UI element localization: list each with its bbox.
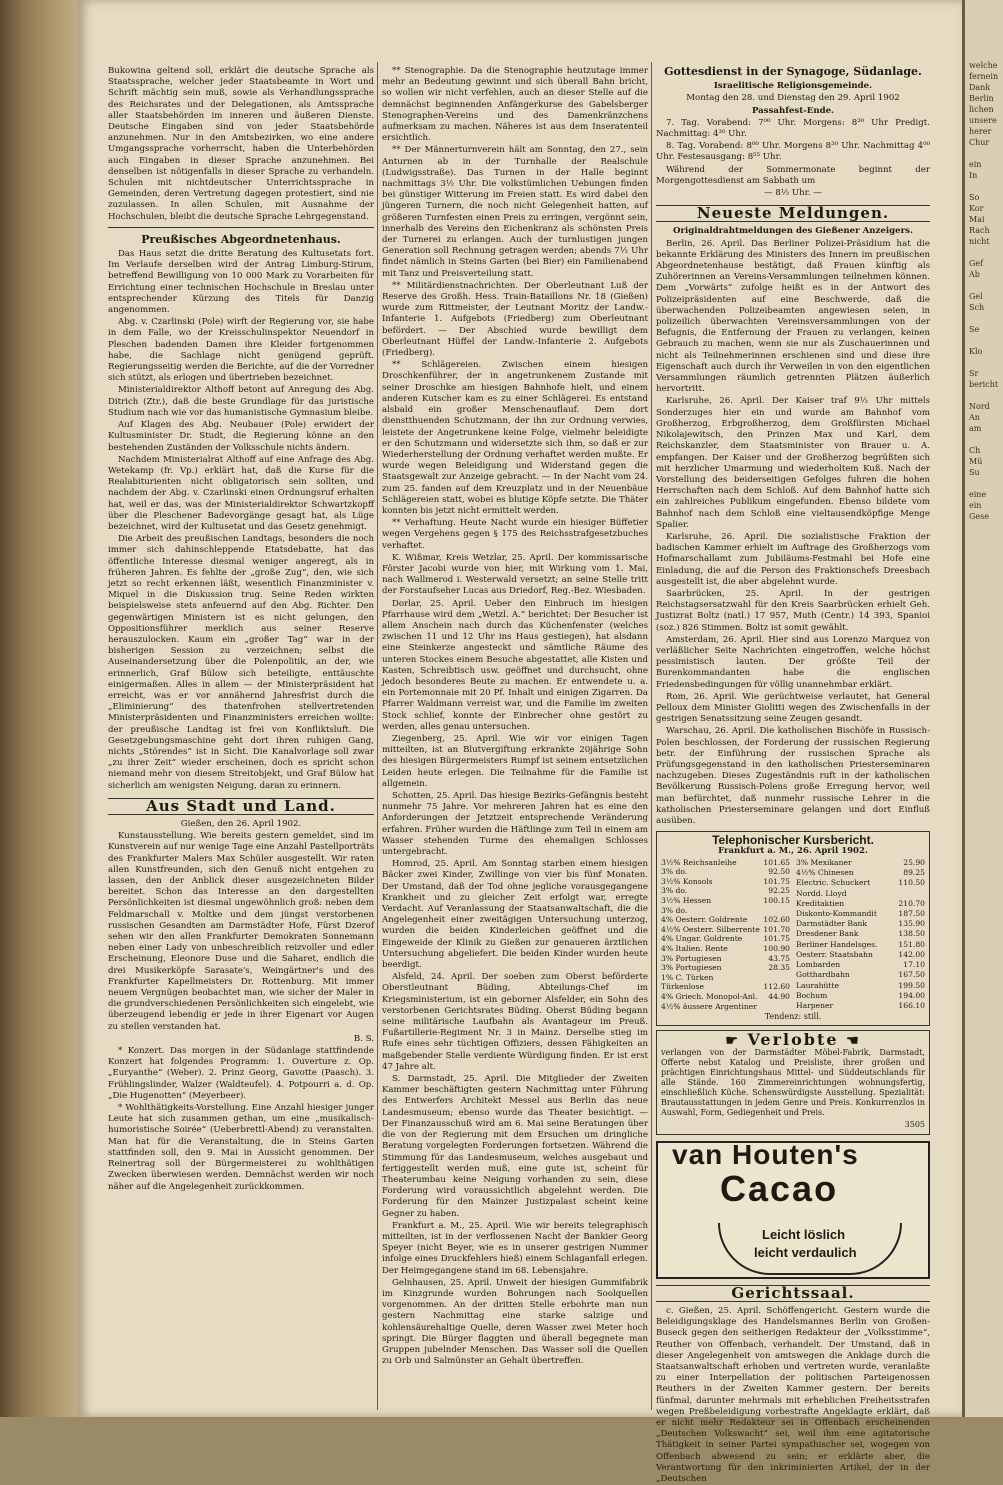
paragraph: Nachdem Ministerialrat Althoff auf eine Anfrage des Abg. Wetekamp (fr. Vp.) erklärt hat, daß die Kurse für die Realabiturienten nicht obligatorisch sein sollten, und nachdem der Abg. v. Czarlinski einen Ordnungsruf erhalten hat, weil er das, was der Ministerialdirektor Schwartzkopff über die Pleschener Badevorgänge gesagt hat, als Lüge bezeichnet, wird der Kultusetat und das Gesetz genehmigt.	[108, 454, 374, 532]
stock-name: 4½% Chinesen	[796, 868, 854, 878]
synagogue-line: Passahfest-Ende.	[751, 105, 835, 116]
paragraph: Schotten, 25. April. Das hiesige Bezirks-Gefängnis besteht nunmehr 75 Jahre. Vor mehreren Jahren hat es eine den Anforderungen der Jetztzeit entsprechende Veränderung erfahren. Früher wurden die Häftlinge zum Teil in einem am Wasser stehenden Turme des ehemaligen Schlosses untergebracht.	[382, 791, 648, 858]
adjacent-page-fragment: bericht	[969, 380, 999, 389]
adjacent-page-fragment: Sr	[969, 369, 979, 378]
adjacent-page-fragment: ein	[969, 501, 982, 510]
paragraph: Berlin, 26. April. Das Berliner Polizei-Präsidium hat die bekannte Erklärung des Ministers des Innern im preußischen Abgeordnetenhause bestätigt, daß Frauen künftig als Zuhörerinnen an Vereins-Versammlungen teilnehmen können. Dem „Vorwärts“ zufolge heißt es in der Antwort des Polizeipräsidenten auf eine Beschwerde, daß die überwachenden Polizeibeamten angewiesen seien, in polizeilich überwachten Vereinsversammlungen von der Befugnis, die Entfernung der Frauen zu verlangen, keinen Gebrauch zu machen, wenn sie nur als Zuschauerinnen und nicht als Teilnehmerinnen erschienen sind und diese ihre Eigenschaft auch durch ihr Verweilen in von den eigentlichen Versammlungen räumlich getrennten Plätzen äußerlich hervortritt.	[656, 238, 930, 395]
stock-name: Harpener	[796, 1001, 834, 1011]
paragraph: ** Der Männerturnverein hält am Sonntag, den 27., sein Anturnen ab in der Turnhalle der Realschule (Ludwigsstraße). Das Turnen in der Halle beginnt nachmittags 3½ Uhr. Die volkstümlichen Uebungen finden bei günstiger Witterung im Freien statt. Es wird dabei den jüngeren Turnern, die noch nicht Gelegenheit hatten, auf größeren Turnfesten einen Preis zu erringen, vergönnt sein, innerhalb des Vereins den Eichenkranz als schönsten Preis der Turnerei zu erlangen. Auch der turnlustigen jungen Generation soll Rechnung getragen werden; abends 7½ Uhr findet nämlich in Steins Garten (bei Bier) ein Familienabend mit Tanz und Preisverteilung statt.	[382, 145, 648, 279]
paragraph: * Wohlthätigkeits-Vorstellung. Eine Anzahl hiesiger junger Leute hat sich zusammen gethan, um eine „musikalisch-humoristische Soirée“ (Ueberbrettl-Abend) zu veranstalten. Man hat für die Veranstaltung, die in Steins Garten stattfinden soll, den 9. Mai in Aussicht genommen. Der Reinertrag soll der Bürgermeisterei zu wohlthätigen Zwecken überwiesen werden. Demnächst werden wir noch näher auf die Angelegenheit zurückkommen.	[108, 1103, 374, 1192]
stock-row	[795, 929, 926, 939]
book-spine	[0, 0, 78, 1417]
paragraph: Warschau, 26. April. Die katholischen Bischöfe in Russisch-Polen beschlossen, der Forderung der russischen Regierung betr. der Einführung der russischen Sprache als Prüfungsgegenstand in den katholischen Priesterseminaren nachzugeben. Dieses Zugeständnis ruft in der katholischen Bevölkerung Russisch-Polens große Erregung hervor, weil man befürchtet, daß nunmehr russische Lehrer in die katholischen Priesterseminare gelangen und dort Einfluß ausüben.	[656, 726, 930, 826]
stock-price: 17.10	[903, 960, 925, 970]
stock-name: 4% Griech. Monopol-Anl.	[661, 991, 758, 1001]
article-intro: Bukowina geltend soll, erklärt die deutsche Sprache als Staatssprache, welcher jeder Staatsbeamte in Wort und Schrift mächtig sein muß, sowie als Verhandlungssprache des Reichsrates und der Delegationen, als Amtssprache aller Staatsbehörden im inneren und äußeren Dienste. Deutsche Eingaben sind von jeder Staatsbehörde anzunehmen. Nur in den Amtsbezirken, wo eine andere Umgangssprache vorherrscht, haben die Unterbehörden auch Eingaben in dieser Sprache anzunehmen. Bei denselben ist nötigenfalls in dieser Sprache zu verhandeln. Schulen mit nichtdeutscher Unterrichtssprache in Gemeinden, deren Vertretung dagegen protestiert, sind nie zuzulassen. In allen Schulen, mit Ausnahme der Hochschulen, bleibt die deutsche Sprache Lehrgegenstand.	[108, 66, 374, 222]
stock-price: 138.50	[898, 929, 925, 939]
cocoa-product: Cacao	[720, 1167, 839, 1209]
adjacent-page-fragment: nicht	[969, 237, 990, 246]
adjacent-page-fragment: Dank	[969, 83, 991, 92]
stock-price: 101.75	[763, 934, 790, 944]
stock-name: Nordd. Lloyd	[796, 888, 847, 898]
stock-name: 4½% Oesterr. Silberrente	[661, 924, 760, 934]
paragraph: Die Arbeit des preußischen Landtags, besonders die noch immer sich dahinschleppende Etatsdebatte, hat das öffentliche Interesse diesmal weniger angeregt, als in früheren Jahren. Es fehlte der „große Zug“, den, wie sich jetzt so recht erkennen läßt, wesentlich Finanzminister v. Miquel in die Diskussion trug. Seine Reden wirkten beispielsweise stets anfeuernd auf den Abg. Richter. Den gegenwärtigen Ministern ist es nicht gelungen, den Oppositionsführer merklich aus seiner Reserve herauszulocken. Kaum ein „großer Tag“ war in der bisherigen Session zu verzeichnen; selbst die Auseinandersetzung über die Polenpolitik, an der, wie erinnerlich, Graf Bülow sich beteiligte, enttäuschte einigermaßen. Alles in allem — der Ministerpräsident hat erreicht, was er vor annähernd Jahresfrist durch die „Eliminierung“ des thatenfrohen stellvertretenden Ministerpräsidenten und Finanzministers erreichen wollte: der preußische Landtag ist frei von Konfliktsluft. Die Gesetzgebungsmaschine geht dort ihren ruhigen Gang, nichts „Störendes“ ist in Sicht. Die Kanalvorlage soll zwar „zu ihrer Zeit“ wieder erscheinen, doch es spricht schon niemand mehr von diesem Streitobjekt, und Graf Bülow hat sicherlich am wenigsten Neigung, daran zu erinnern.	[108, 534, 374, 791]
adjacent-page-fragment	[965, 434, 1003, 445]
advert-title: Verlobte	[747, 1030, 839, 1050]
adjacent-page-edge	[962, 0, 1003, 1417]
column-right	[656, 65, 930, 1484]
adjacent-page-fragment: Kor	[969, 204, 984, 213]
stock-name: Türkenlose	[661, 982, 704, 992]
stock-name: 3% do.	[661, 905, 688, 915]
adjacent-page-fragment: Rach	[969, 226, 990, 235]
stock-name: 4% Ungar. Goldrente	[661, 934, 743, 944]
section-heading: Gerichtssaal.	[656, 1285, 930, 1302]
stock-row	[795, 868, 926, 878]
stock-name: 3% do.	[661, 867, 688, 877]
stock-name: 3½% Reichsanleihe	[661, 857, 737, 867]
adjacent-page-fragment: Se	[969, 325, 980, 334]
stock-row	[795, 970, 926, 980]
adjacent-page-fragment: ein	[969, 160, 982, 169]
adjacent-page-fragment: Su	[969, 468, 980, 477]
paragraph: Kunstausstellung. Wie bereits gestern gemeldet, sind im Kunstverein auf nur wenige Tage eine Anzahl Pastellporträts des Frankfurter Malers Max Schüler ausgestellt. Wir raten allen Kunstfreunden, sich den Genuß nicht entgehen zu lassen, den der Anblick dieser ausgezeichneten Bilder bereitet. Schon das Interesse an den dargestellten Persönlichkeiten ist diesmal ungewöhnlich groß: neben dem Feldmarschall v. Moltke und dem jüngst verstorbenen russischen Gesandten am Darmstädter Hofe, Fürst Dzerof sehen wir den allen Frankfurter Demokraten Sonnemann neben einer Lady von unbeschreiblich reizvoller und edler Erscheinung, Eleonore Duse und die Saharet, endlich die drei Musikerköpfe Sarasate's, Weingärtner's und des Frankfurter Kapellmeisters Dr. Rottenburg. Mit immer neuem Vergnügen beobachtet man, wie sicher der Maler in die grundverschiedenen Persönlichkeiten sich eingelebt, wie überzeugend lebendig er jede in ihrer Eigenart vor Augen zu stellen verstanden hat.	[108, 831, 374, 1032]
stock-row	[660, 915, 791, 925]
stock-price: 151.80	[898, 939, 925, 949]
paragraph: S. Darmstadt, 25. April. Die Mitglieder der Zweiten Kammer beschäftigten gestern Nachmittag unter Führung des Entwerfers Architekt Messel aus Berlin das neue Landesmuseum; ebenso wurde das Theater besichtigt. — Der Finanzausschuß wird am 6. Mai seine Beratungen über die von der Regierung mit dem Ersuchen um dringliche Beratung vorgelegten Forderungen fortsetzen. Während die Stimmung für das Landesmuseum, welches ausgebaut und fertiggestellt werden muß, eine gute ist, scheint für Theaterumbau keine Neigung vorhanden zu sein, diese Forderung wird voraussichtlich abgelehnt werden. Die Forderung für den Mainzer Justizpalast scheint keine Gegner zu haben.	[382, 1074, 648, 1219]
adjacent-page-fragment: In	[969, 171, 978, 180]
stock-name: Berliner Handelsges.	[796, 939, 878, 949]
stock-price: 199.50	[898, 980, 925, 990]
adjacent-page-fragment	[965, 280, 1003, 291]
adjacent-page-fragment	[965, 357, 1003, 368]
adjacent-page-fragment: Ab	[969, 270, 980, 279]
stock-price: 187.50	[898, 909, 925, 919]
pointing-hand-icon: ☚	[846, 1033, 861, 1050]
stock-price: 28.35	[768, 963, 790, 973]
stock-price: 44.90	[768, 991, 790, 1001]
stock-row	[795, 939, 926, 949]
paragraph: ** Militärdienstnachrichten. Der Oberleutnant Luß der Reserve des Großh. Hess. Train-Bataillons Nr. 18 (Gießen) wurde zum Rittmeister, der Leutnant Moritz der Landw.-Infanterie 1. Aufgebots (Friedberg) zum Oberleutnant befördert. — Der Abschied wurde bewilligt dem Oberleutnant Hüffel der Landw.-Infanterie 2. Aufgebots (Friedberg).	[382, 280, 648, 359]
stock-price: 102.60	[763, 915, 790, 925]
signature: B. S.	[353, 1033, 374, 1044]
stock-price: 100.90	[763, 943, 790, 953]
paragraph: c. Gießen, 25. April. Schöffengericht. Gestern wurde die Beleidigungsklage des Handelsmannes Berlin von Großen-Buseck gegen den seitherigen Redakteur der „Volksstimme“, Reuther von Offenbach, verhandelt. Der Umstand, daß in dieser Angelegenheit von amtswegen die Anklage durch die Staatsanwaltschaft erhoben und vertreten wurde, veranlaßte zu einer Interpellation der politischen Parteigenossen Reuthers in der Zweiten Kammer gestern. Der bereits fünfmal, darunter mehrmals mit erheblichen Freiheitsstrafen wegen Preßbeleidigung vorbestrafte Angeklagte erklärt, daß er nicht mehr Redakteur sei in Offenbach erscheinenden „Deutschen Volkswacht“ sei, weil ihm eine agitatorische Thätigkeit in seiner Partei sympathischer sei, wogegen von Offenbach abwesend zu sein; er erklärte aber, die Verantwortung für den inkriminierten Artikel, der in der „Deutschen	[656, 1305, 930, 1484]
cocoa-brand: van Houten's	[672, 1138, 859, 1170]
stock-report-dateline: Frankfurt a. M., 26. April 1902.	[718, 846, 868, 857]
paragraph: ** Schlägereien. Zwischen einem hiesigen Droschkenführer, der in angetrunkenem Zustande mit seiner Droschke am hiesigen Bahnhofe hielt, und einem anderen Kutscher kam es zu einer Schlägerei. Es entstand alsbald ein großer Menschenauflauf. Dem dort dienstthuenden Schutzmann, der ihn zur Ordnung verwies, leistete der Angetrunkene keine Folge, vielmehr beleidigte er den Schutzmann und widersetzte sich ihm, so daß er zur Wiederherstellung der Ordnung verhaftet werden mußte. Er wurde wegen Beleidigung und Widerstand gegen die Staatsgewalt zur Anzeige gebracht. — In der Nacht vom 24. zum 25. fanden auf dem Kreuzplatz und in der Neuenbäue Schlägereien statt, wobei es blutige Köpfe setzte. Die Thäter konnten bis jetzt nicht ermittelt werden.	[382, 360, 648, 516]
adjacent-page-fragment: Nord	[969, 402, 990, 411]
stock-row	[795, 960, 926, 970]
stock-row	[795, 980, 926, 990]
stock-price	[893, 888, 926, 898]
stock-price: 101.70	[763, 924, 790, 934]
adjacent-page-fragment: welche	[969, 61, 998, 70]
advert-number: 3505	[904, 1119, 925, 1129]
stock-row	[660, 934, 791, 944]
stock-name: 4% Oesterr. Goldrente	[661, 915, 748, 925]
adjacent-page-fragment: Sch	[969, 303, 985, 312]
stock-name: 3% Portugiesen	[661, 963, 722, 973]
stock-row	[660, 896, 791, 906]
stock-name: Dresdener Bank	[796, 929, 859, 939]
paragraph: Amsterdam, 26. April. Hier sind aus Lorenzo Marquez von verläßlicher Seite Nachrichten eingetroffen, welche höchst pessimistisch lauten. Der größte Teil der Burenkommandanten habe die englischen Friedensbedingungen für völlig unannehmbar erklärt.	[656, 634, 930, 690]
adjacent-page-fragment: Mü	[969, 457, 983, 466]
adjacent-page-fragment	[965, 148, 1003, 159]
stock-price	[762, 906, 791, 916]
paragraph: Das Haus setzt die dritte Beratung des Kultusetats fort. Im Verlaufe derselben wird der Antrag Limburg-Stirum, betreffend Bewilligung von 10 000 Mark zu Vorarbeiten für Errichtung einer technischen Hochschule in Breslau unter entsprechender Kürzung des Titels für Danzig angenommen.	[108, 249, 374, 316]
adjacent-page-fragment: Klo	[969, 347, 983, 356]
adjacent-page-fragment: unsere	[969, 116, 997, 125]
stock-price: 92.50	[768, 867, 790, 877]
stock-price: 210.70	[898, 898, 925, 908]
stock-name: 4½% äussere Argentiner	[661, 1001, 757, 1011]
pointing-hand-icon: ☛	[725, 1033, 740, 1050]
adjacent-page-fragment	[965, 335, 1003, 346]
stock-row	[660, 963, 791, 973]
stock-price: 43.75	[768, 953, 790, 963]
paragraph: Ziegenberg, 25. April. Wie wir vor einigen Tagen mitteilten, ist an Blutvergiftung erkrankte 20jährige Sohn des hiesigen Bürgermeisters Rumpf ist seinem entsetzlichen Leiden heute erlegen. Die Teilnahme für die Familie ist allgemein.	[382, 733, 648, 789]
column-divider	[651, 62, 652, 1410]
stock-price: 100.15	[763, 895, 790, 905]
stock-price: 112.60	[763, 982, 790, 992]
adjacent-page-fragment	[965, 390, 1003, 401]
stock-name: 3% Portugiesen	[661, 953, 722, 963]
column-left	[108, 66, 374, 1411]
stock-name: Lombarden	[796, 960, 841, 970]
section-subheading: Originaldrahtmeldungen des Gießener Anzeigers.	[673, 226, 913, 237]
adjacent-page-fragment: am	[969, 424, 982, 433]
adjacent-page-fragment	[965, 313, 1003, 324]
stock-row	[795, 858, 926, 868]
stock-price	[762, 1002, 791, 1012]
paragraph: Saarbrücken, 25. April. In der gestrigen Reichstagsersatzwahl für den Kreis Saarbrücken erhielt Geh. Justizrat Boltz (natl.) 17 957, Muth (Centr.) 14 393, Spanioi (soz.) 826 Stimmen. Boltz ist somit gewählt.	[656, 588, 930, 633]
stock-price: 101.65	[763, 857, 790, 867]
synagogue-line: 8. Tag. Vorabend: 8⁰⁰ Uhr. Morgens 8³⁰ Uhr. Nachmittag 4⁰⁰ Uhr. Festesausgang: 8⁵⁵ Uhr.	[656, 141, 930, 163]
paragraph: Homrod, 25. April. Am Sonntag starben einem hiesigen Bäcker zwei Kinder, Zwillinge von vier bis fünf Monaten. Der Umstand, daß der Tod ohne jegliche vorausgegangene Krankheit und zu gleicher Zeit erfolgt war, erregte Verdacht. Auf Veranlassung der Staatsanwaltschaft, die die Angelegenheit einer zweitägigen Untersuchung unterzog, wurden die beiden Kinderleichen geöffnet und die Eingeweide der Klinik zu Gießen zur genaueren ärztlichen Untersuchung abgeliefert. Die beiden Kinder wurden heute beerdigt.	[382, 859, 648, 971]
paragraph: Abg. v. Czarlinski (Pole) wirft der Regierung vor, sie habe in dem Falle, wo der Kreisschulinspektor Neuendorf in Pleschen badenden Damen ihre Kleider fortgenommen habe, die Sachlage nicht genügend geprüft. Regierungsseitig werden die Berichte, auf die der Vorredner sich stützt, als erlogen und übertrieben bezeichnet.	[108, 317, 374, 384]
adjacent-page-fragment: eine	[969, 490, 987, 499]
stock-row	[660, 992, 791, 1002]
stock-price: 110.50	[898, 878, 925, 888]
stock-row	[660, 944, 791, 954]
stock-row	[660, 925, 791, 935]
stock-report	[656, 831, 930, 1026]
adjacent-page-fragment: Mai	[969, 215, 985, 224]
column-divider	[377, 62, 378, 1410]
adjacent-page-fragment: herer	[969, 127, 992, 136]
adjacent-page-fragment: An	[969, 413, 980, 422]
adjacent-page-fragment	[965, 181, 1003, 192]
section-rule	[108, 227, 374, 228]
stock-name: 4% Italien. Rente	[661, 943, 728, 953]
stock-name: Darmstädter Bank	[796, 919, 867, 929]
stock-name: Oesterr. Staatsbahn	[796, 949, 873, 959]
synagogue-subheading: Israelitische Religionsgemeinde.	[713, 81, 873, 92]
stock-price: 101.75	[763, 876, 790, 886]
stock-price: 92.25	[768, 886, 790, 896]
paragraph: ** Stenographie. Da die Stenographie heutzutage immer mehr an Bedeutung gewinnt und sich überall Bahn bricht, so wollen wir nicht verfehlen, auch an dieser Stelle auf die demnächst beginnenden Anfängerkurse des Gabelsberger Stenographen-Vereins und des Damenkränzchens aufmerksam zu machen. Näheres ist aus dem Inseratenteil ersichtlich.	[382, 66, 648, 144]
cocoa-tagline: leicht verdaulich	[754, 1244, 857, 1260]
stock-price	[762, 973, 791, 983]
paragraph: Alsfeld, 24. April. Der soeben zum Oberst beförderte Oberstleutnant Büding, Abteilungs-Chef im Kriegsministerium, ist ein geborner Alsfelder, ein Sohn des verstorbenen Gerichtsrates Büding. Oberst Büding begann seine militärische Laufbahn als Avantageur im Preuß. Fußartillerie-Regiment Nr. 3 in Mainz. Derselbe stieg im Rufe eines sehr tüchtigen Offiziers, dessen Fähigkeiten an maßgebender Stelle verdiente Würdigung finden. Er ist erst 47 Jahre alt.	[382, 972, 648, 1072]
section-heading: Neueste Meldungen.	[656, 205, 930, 222]
synagogue-line: Montag den 28. und Dienstag den 29. April 1902	[686, 93, 900, 104]
stock-price: 89.25	[903, 868, 925, 878]
synagogue-line: 7. Tag. Vorabend: 7⁰⁰ Uhr. Morgens: 8³⁰ Uhr Predigt. Nachmittag: 4³⁰ Uhr.	[656, 117, 930, 140]
stock-name: Laurahütte	[796, 980, 839, 990]
paragraph: Karlsruhe, 26. April. Die sozialistische Fraktion der badischen Kammer erhielt im Auftrage des Großherzogs vom Hofmarschallamt zum Jubiläums-Festmahl bei Hofe eine Einladung, die auf die Person des Fraktionschefs Dreesbach ausgestellt ist, die aber abgelehnt wurde.	[656, 531, 930, 587]
stock-report-title: Telephonischer Kursbericht.	[712, 833, 874, 848]
stock-row	[795, 990, 926, 1000]
paragraph: Dorlar, 25. April. Ueber den Einbruch im hiesigen Pfarrhause wird dem „Wetzl. A.“ berichtet: Der Besucher ist allem Anschein nach durch das Küchenfenster (welches zwischen 11 und 12 Uhr ins Haus gestiegen), hat alsdann eine Steinkerze angesteckt und sämtliche Räume des unteren Stockes einem Besuche abgestattet, alle Kisten und Kasten, Schreibtisch usw. geöffnet und durchsucht, ohne jedoch besonderes Beute zu machen. Er entwendete u. a. ein Portemonnaie mit 20 Pf. Inhalt und einigen Zigarren. Da Pfarrer Waldmann verreist war, und die Familie im zweiten Stock schlief, konnte der Einbrecher ohne gestört zu werden, alles genau untersuchen.	[382, 598, 648, 732]
stock-row	[795, 950, 926, 960]
stock-row	[660, 858, 791, 868]
stock-row	[660, 954, 791, 964]
stock-row	[660, 867, 791, 877]
stock-name: Gotthardbahn	[796, 970, 850, 980]
paragraph: Karlsruhe, 26. April. Der Kaiser traf 9½ Uhr mittels Sonderzuges hier ein und wurde am Bahnhof vom Großherzog, Erbgroßherzog, dem Großfürsten Michael Nikolajewitsch, den Prinzen Max und Karl, dem Reichskanzler, dem Staatsminister von Brauer u. A. empfangen. Der Kaiser und der Großherzog begrüßten sich mit herzlicher Umarmung und wiederholtem Kuß. Nach der Vorstellung des beiderseitigen Gefolges fuhren die hohen Herrschaften nach dem Schloß. Auf dem Bahnhof hatte sich ein zahlreiches Publikum eingefunden. Ebenso bildete vom Bahnhof nach dem Schloß eine vieltausendköpfige Menge Spalier.	[656, 396, 930, 530]
synagogue-heading: Gottesdienst in der Synagoge, Südanlage.	[664, 65, 922, 78]
stock-row	[660, 1002, 791, 1012]
synagogue-line: — 8½ Uhr. —	[764, 188, 822, 199]
paragraph: Auf Klagen des Abg. Neubauer (Pole) erwidert der Kultusminister Dr. Studt, die Regierung könne an den bestehenden Zuständen der Volksschule nichts ändern.	[108, 420, 374, 453]
column-middle	[382, 66, 648, 1411]
stock-row	[795, 878, 926, 888]
stock-name: Diskonto-Kommandit	[796, 909, 877, 919]
stock-name: Bochum	[796, 990, 828, 1000]
adjacent-page-fragment: fernein	[969, 72, 999, 81]
stock-price: 135.90	[898, 919, 925, 929]
furniture-advert	[656, 1030, 930, 1134]
stock-price: 166.10	[898, 1001, 925, 1011]
adjacent-page-fragment	[965, 247, 1003, 258]
adjacent-page-fragment: Gef	[969, 259, 984, 268]
stock-price: 25.90	[903, 857, 925, 867]
stock-name: 1% C. Türken	[661, 972, 714, 982]
stock-row	[660, 906, 791, 916]
paragraph: Gelnhausen, 25. April. Unweit der hiesigen Gummifabrik im Kinzgrunde wurden Bohrungen nach Soolquellen vorgenommen. An der dritten Stelle erbohrte man nun gestern Nachmittag eine starke salzige und kohlensäurehaltige Quelle, deren Wasser zwei Meter hoch springt. Die Bürger flaggten und überall begegnete man Gruppen jubelnder Menschen. Das Wasser soll die Quellen zu Orb und Salmünster an Gehalt übertreffen.	[382, 1277, 648, 1367]
paragraph: Frankfurt a. M., 25. April. Wie wir bereits telegraphisch mitteilten, ist in der verflossenen Nacht der Bankier Georg Speyer (nicht Beyer, wie es in unserer gestrigen Nummer infolge eines Druckfehlers hieß) einem Schlaganfall erlegen. Der Heimgegangene stand im 68. Lebensjahre.	[382, 1220, 648, 1276]
paragraph: ** Verhaftung. Heute Nacht wurde ein hiesiger Büffetier wegen Vergehens gegen § 175 des Reichsstrafgesetzbuches verhaftet.	[382, 518, 648, 551]
paragraph: Ministerialdirektor Althoff betont auf Anregung des Abg. Ditrich (Ztr.), daß die beste Grundlage für das juristische Studium nach wie vor das humanistische Gymnasium bleibe.	[108, 385, 374, 418]
adjacent-page-fragment	[965, 478, 1003, 489]
adjacent-page-fragment: Gel	[969, 292, 983, 301]
advert-text: verlangen von der Darmstädter Möbel-Fabrik, Darmstadt, Offerte nebst Katalog und Preisliste, ihrer großen und prächtigen Einrichtungshaus Mittel- und Süddeutschlands für alle Stände. 160 Zimmereinrichtungen wohnungsfertig, einschließlich Küche. Schenswürdigste Ausstellung. Spezialität: Brautausstattungen in jedem Genre und Preis. Konkurrenzlos in Auswahl, Form, Gediegenheit und Preis.	[661, 1047, 925, 1117]
stock-row	[795, 888, 926, 898]
stock-name: 3½% Hessen	[661, 895, 712, 905]
stock-name: 3% do.	[661, 886, 688, 896]
stock-name: Kreditaktien	[796, 898, 845, 908]
stock-price: 167.50	[898, 970, 925, 980]
adjacent-page-fragment: So	[969, 193, 980, 202]
adjacent-page-fragment: Berlin	[969, 94, 994, 103]
stock-name: 3% Mexikaner	[796, 857, 852, 867]
adjacent-page-fragment: Ch	[969, 446, 981, 455]
paragraph: K. Wißmar, Kreis Wetzlar, 25. April. Der kommissarische Förster Jacobi wurde von hier, mit Wirkung vom 1. Mai, nach Wallmerod i. Westerwald versetzt; an seine Stelle tritt der Forstaufseher Lucas aus Driedorf, Reg.-Bez. Wiesbaden.	[382, 552, 648, 597]
synagogue-line: Während der Sommermonate beginnt der Morgengottesdienst am Sabbath um	[656, 164, 930, 186]
adjacent-page-fragment: lichen	[969, 105, 994, 114]
adjacent-page-fragment: Gese	[969, 512, 989, 521]
adjacent-page-fragment: Chur	[969, 138, 990, 147]
stock-name: Electric. Schuckert	[796, 878, 871, 888]
stock-row	[795, 919, 926, 929]
stock-row	[795, 898, 926, 908]
section-heading: Preußisches Abgeordnetenhaus.	[141, 232, 341, 246]
stock-row	[660, 973, 791, 983]
stock-table-right	[795, 858, 926, 1012]
stock-row	[660, 877, 791, 887]
stock-name: 3½% Konsols	[661, 876, 713, 886]
stock-row	[660, 982, 791, 992]
stock-report-tendency: Tendenz: still.	[764, 1012, 822, 1022]
section-heading: Aus Stadt und Land.	[108, 798, 374, 815]
cocoa-tagline: Leicht löslich	[762, 1226, 846, 1242]
stock-table-left	[660, 858, 791, 1012]
stock-row	[660, 886, 791, 896]
dateline: Gießen, den 26. April 1902.	[180, 819, 302, 829]
stock-price: 142.00	[898, 949, 925, 959]
paragraph: Rom, 26. April. Wie gerüchtweise verlautet, hat General Pelloux dem Minister Giolitti wegen des Zwischenfalls in der gestrigen Senatssitzung seine Zeugen gesandt.	[656, 691, 930, 725]
cocoa-advert	[656, 1138, 930, 1279]
stock-price: 194.00	[898, 990, 925, 1000]
stock-row	[795, 1001, 926, 1011]
paragraph: * Konzert. Das morgen in der Südanlage stattfindende Konzert hat folgendes Programm: 1. Ouverture z. Op. „Euryanthe“ (Weber). 2. Prinz Georg, Gavotte (Paasch). 3. Frühlingslinder, Walzer (Waldteufel). 4. Potpourri a. d. Op. „Die Hugenotten“ (Meyerbeer).	[108, 1046, 374, 1101]
stock-row	[795, 909, 926, 919]
